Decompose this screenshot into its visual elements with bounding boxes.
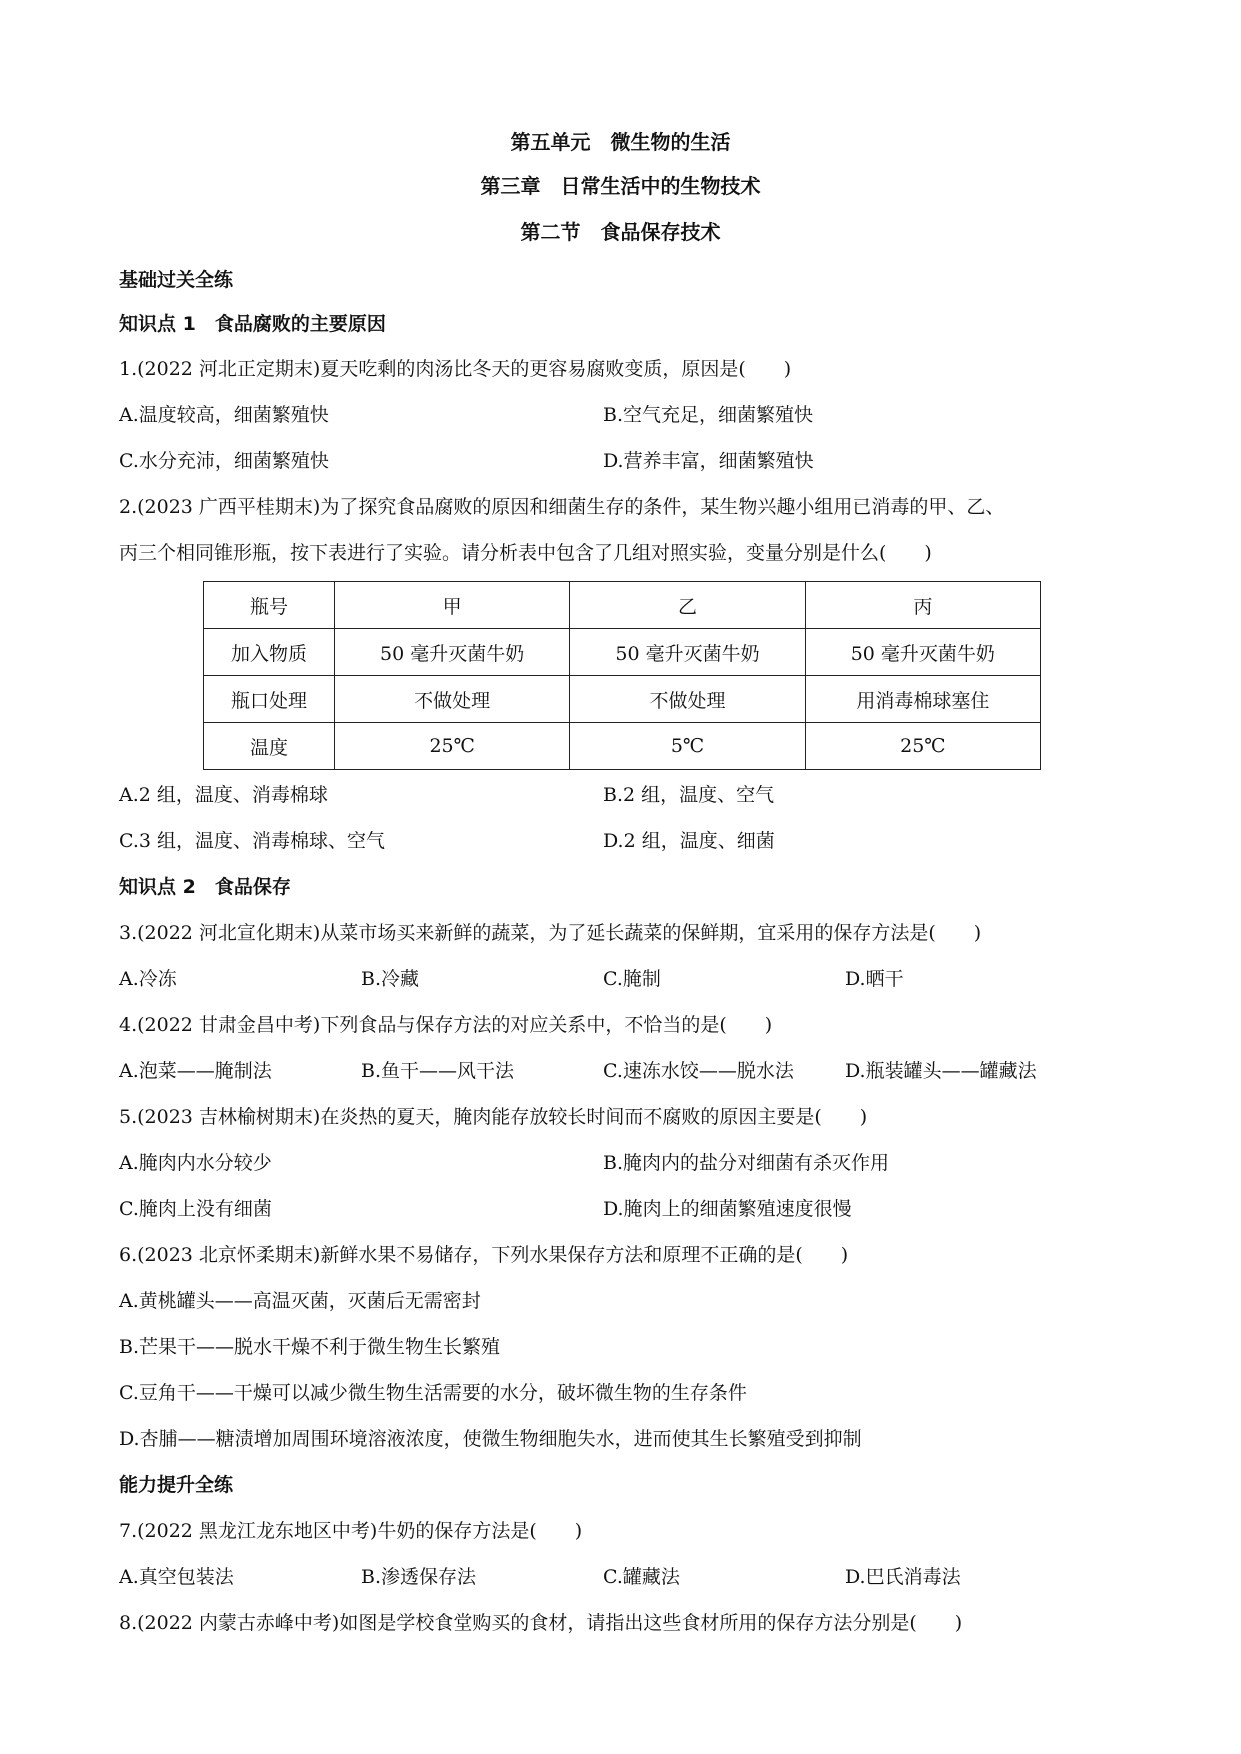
table-row	[204, 723, 1041, 770]
q3-option-d: D.晒干	[845, 968, 904, 990]
table-cell: 用消毒棉球塞住	[805, 676, 1040, 723]
table-row	[204, 676, 1041, 723]
knowledge-point-2-heading: 知识点 2 食品保存	[119, 876, 291, 898]
q2-option-a: A.2 组，温度、消毒棉球	[119, 784, 328, 806]
table-cell: 甲	[335, 582, 570, 629]
q7-option-c: C.罐藏法	[603, 1566, 680, 1588]
q5-option-b: B.腌肉内的盐分对细菌有杀灭作用	[603, 1152, 890, 1174]
table-row	[204, 582, 1041, 629]
q2-stem-line2: 丙三个相同锥形瓶，按下表进行了实验。请分析表中包含了几组对照实验，变量分别是什么( )	[119, 542, 932, 564]
table-row	[204, 629, 1041, 676]
q7-option-a: A.真空包装法	[119, 1566, 234, 1588]
q1-option-d: D.营养丰富，细菌繁殖快	[603, 450, 814, 472]
q6-option-d: D.杏脯——糖渍增加周围环境溶液浓度，使微生物细胞失水，进而使其生长繁殖受到抑制	[119, 1428, 862, 1450]
q5-option-a: A.腌肉内水分较少	[119, 1152, 272, 1174]
q7-option-b: B.渗透保存法	[361, 1566, 477, 1588]
q1-option-a: A.温度较高，细菌繁殖快	[119, 404, 329, 426]
table-cell: 不做处理	[335, 676, 570, 723]
q1-option-b: B.空气充足，细菌繁殖快	[603, 404, 814, 426]
q3-stem: 3.(2022 河北宣化期末)从菜市场买来新鲜的蔬菜，为了延长蔬菜的保鲜期，宜采用的保存方法是( )	[119, 922, 982, 944]
q3-option-c: C.腌制	[603, 968, 661, 990]
q4-option-a: A.泡菜——腌制法	[119, 1060, 272, 1082]
table-cell: 50 毫升灭菌牛奶	[335, 629, 570, 676]
table-cell: 25℃	[335, 723, 570, 770]
q6-option-a: A.黄桃罐头——高温灭菌，灭菌后无需密封	[119, 1290, 481, 1312]
q5-option-c: C.腌肉上没有细菌	[119, 1198, 272, 1220]
advanced-practice-heading: 能力提升全练	[119, 1474, 234, 1496]
table-cell: 温度	[204, 723, 335, 770]
experiment-table	[203, 581, 1041, 770]
q1-option-c: C.水分充沛，细菌繁殖快	[119, 450, 329, 472]
q2-option-c: C.3 组，温度、消毒棉球、空气	[119, 830, 386, 852]
table-cell: 丙	[805, 582, 1040, 629]
q4-option-b: B.鱼干——风干法	[361, 1060, 515, 1082]
unit-title: 第五单元 微生物的生活	[510, 130, 731, 154]
q6-option-b: B.芒果干——脱水干燥不利于微生物生长繁殖	[119, 1336, 501, 1358]
q5-option-d: D.腌肉上的细菌繁殖速度很慢	[603, 1198, 852, 1220]
q2-option-d: D.2 组，温度、细菌	[603, 830, 775, 852]
q7-option-d: D.巴氏消毒法	[845, 1566, 961, 1588]
q4-option-c: C.速冻水饺——脱水法	[603, 1060, 794, 1082]
q1-stem: 1.(2022 河北正定期末)夏天吃剩的肉汤比冬天的更容易腐败变质，原因是( )	[119, 358, 792, 380]
q8-stem: 8.(2022 内蒙古赤峰中考)如图是学校食堂购买的食材，请指出这些食材所用的保存方法分别是( )	[119, 1612, 963, 1634]
table-cell: 加入物质	[204, 629, 335, 676]
table-cell: 50 毫升灭菌牛奶	[805, 629, 1040, 676]
chapter-title: 第三章 日常生活中的生物技术	[480, 174, 761, 198]
q6-option-c: C.豆角干——干燥可以减少微生物生活需要的水分，破坏微生物的生存条件	[119, 1382, 747, 1404]
table-cell: 瓶口处理	[204, 676, 335, 723]
q5-stem: 5.(2023 吉林榆树期末)在炎热的夏天，腌肉能存放较长时间而不腐败的原因主要是( )	[119, 1106, 868, 1128]
knowledge-point-1-heading: 知识点 1 食品腐败的主要原因	[119, 313, 386, 335]
table-cell: 50 毫升灭菌牛奶	[570, 629, 805, 676]
q3-option-b: B.冷藏	[361, 968, 420, 990]
table-cell: 25℃	[805, 723, 1040, 770]
q3-option-a: A.冷冻	[119, 968, 177, 990]
basic-practice-heading: 基础过关全练	[119, 269, 234, 291]
q2-stem-line1: 2.(2023 广西平桂期末)为了探究食品腐败的原因和细菌生存的条件，某生物兴趣小组用已消毒的甲、乙、	[119, 496, 1005, 518]
table-cell: 不做处理	[570, 676, 805, 723]
q4-option-d: D.瓶装罐头——罐藏法	[845, 1060, 1037, 1082]
q6-stem: 6.(2023 北京怀柔期末)新鲜水果不易储存，下列水果保存方法和原理不正确的是( )	[119, 1244, 849, 1266]
section-title: 第二节 食品保存技术	[520, 220, 721, 244]
q7-stem: 7.(2022 黑龙江龙东地区中考)牛奶的保存方法是( )	[119, 1520, 583, 1542]
table-cell: 瓶号	[204, 582, 335, 629]
q2-option-b: B.2 组，温度、空气	[603, 784, 775, 806]
q4-stem: 4.(2022 甘肃金昌中考)下列食品与保存方法的对应关系中，不恰当的是( )	[119, 1014, 773, 1036]
table-cell: 5℃	[570, 723, 805, 770]
table-cell: 乙	[570, 582, 805, 629]
